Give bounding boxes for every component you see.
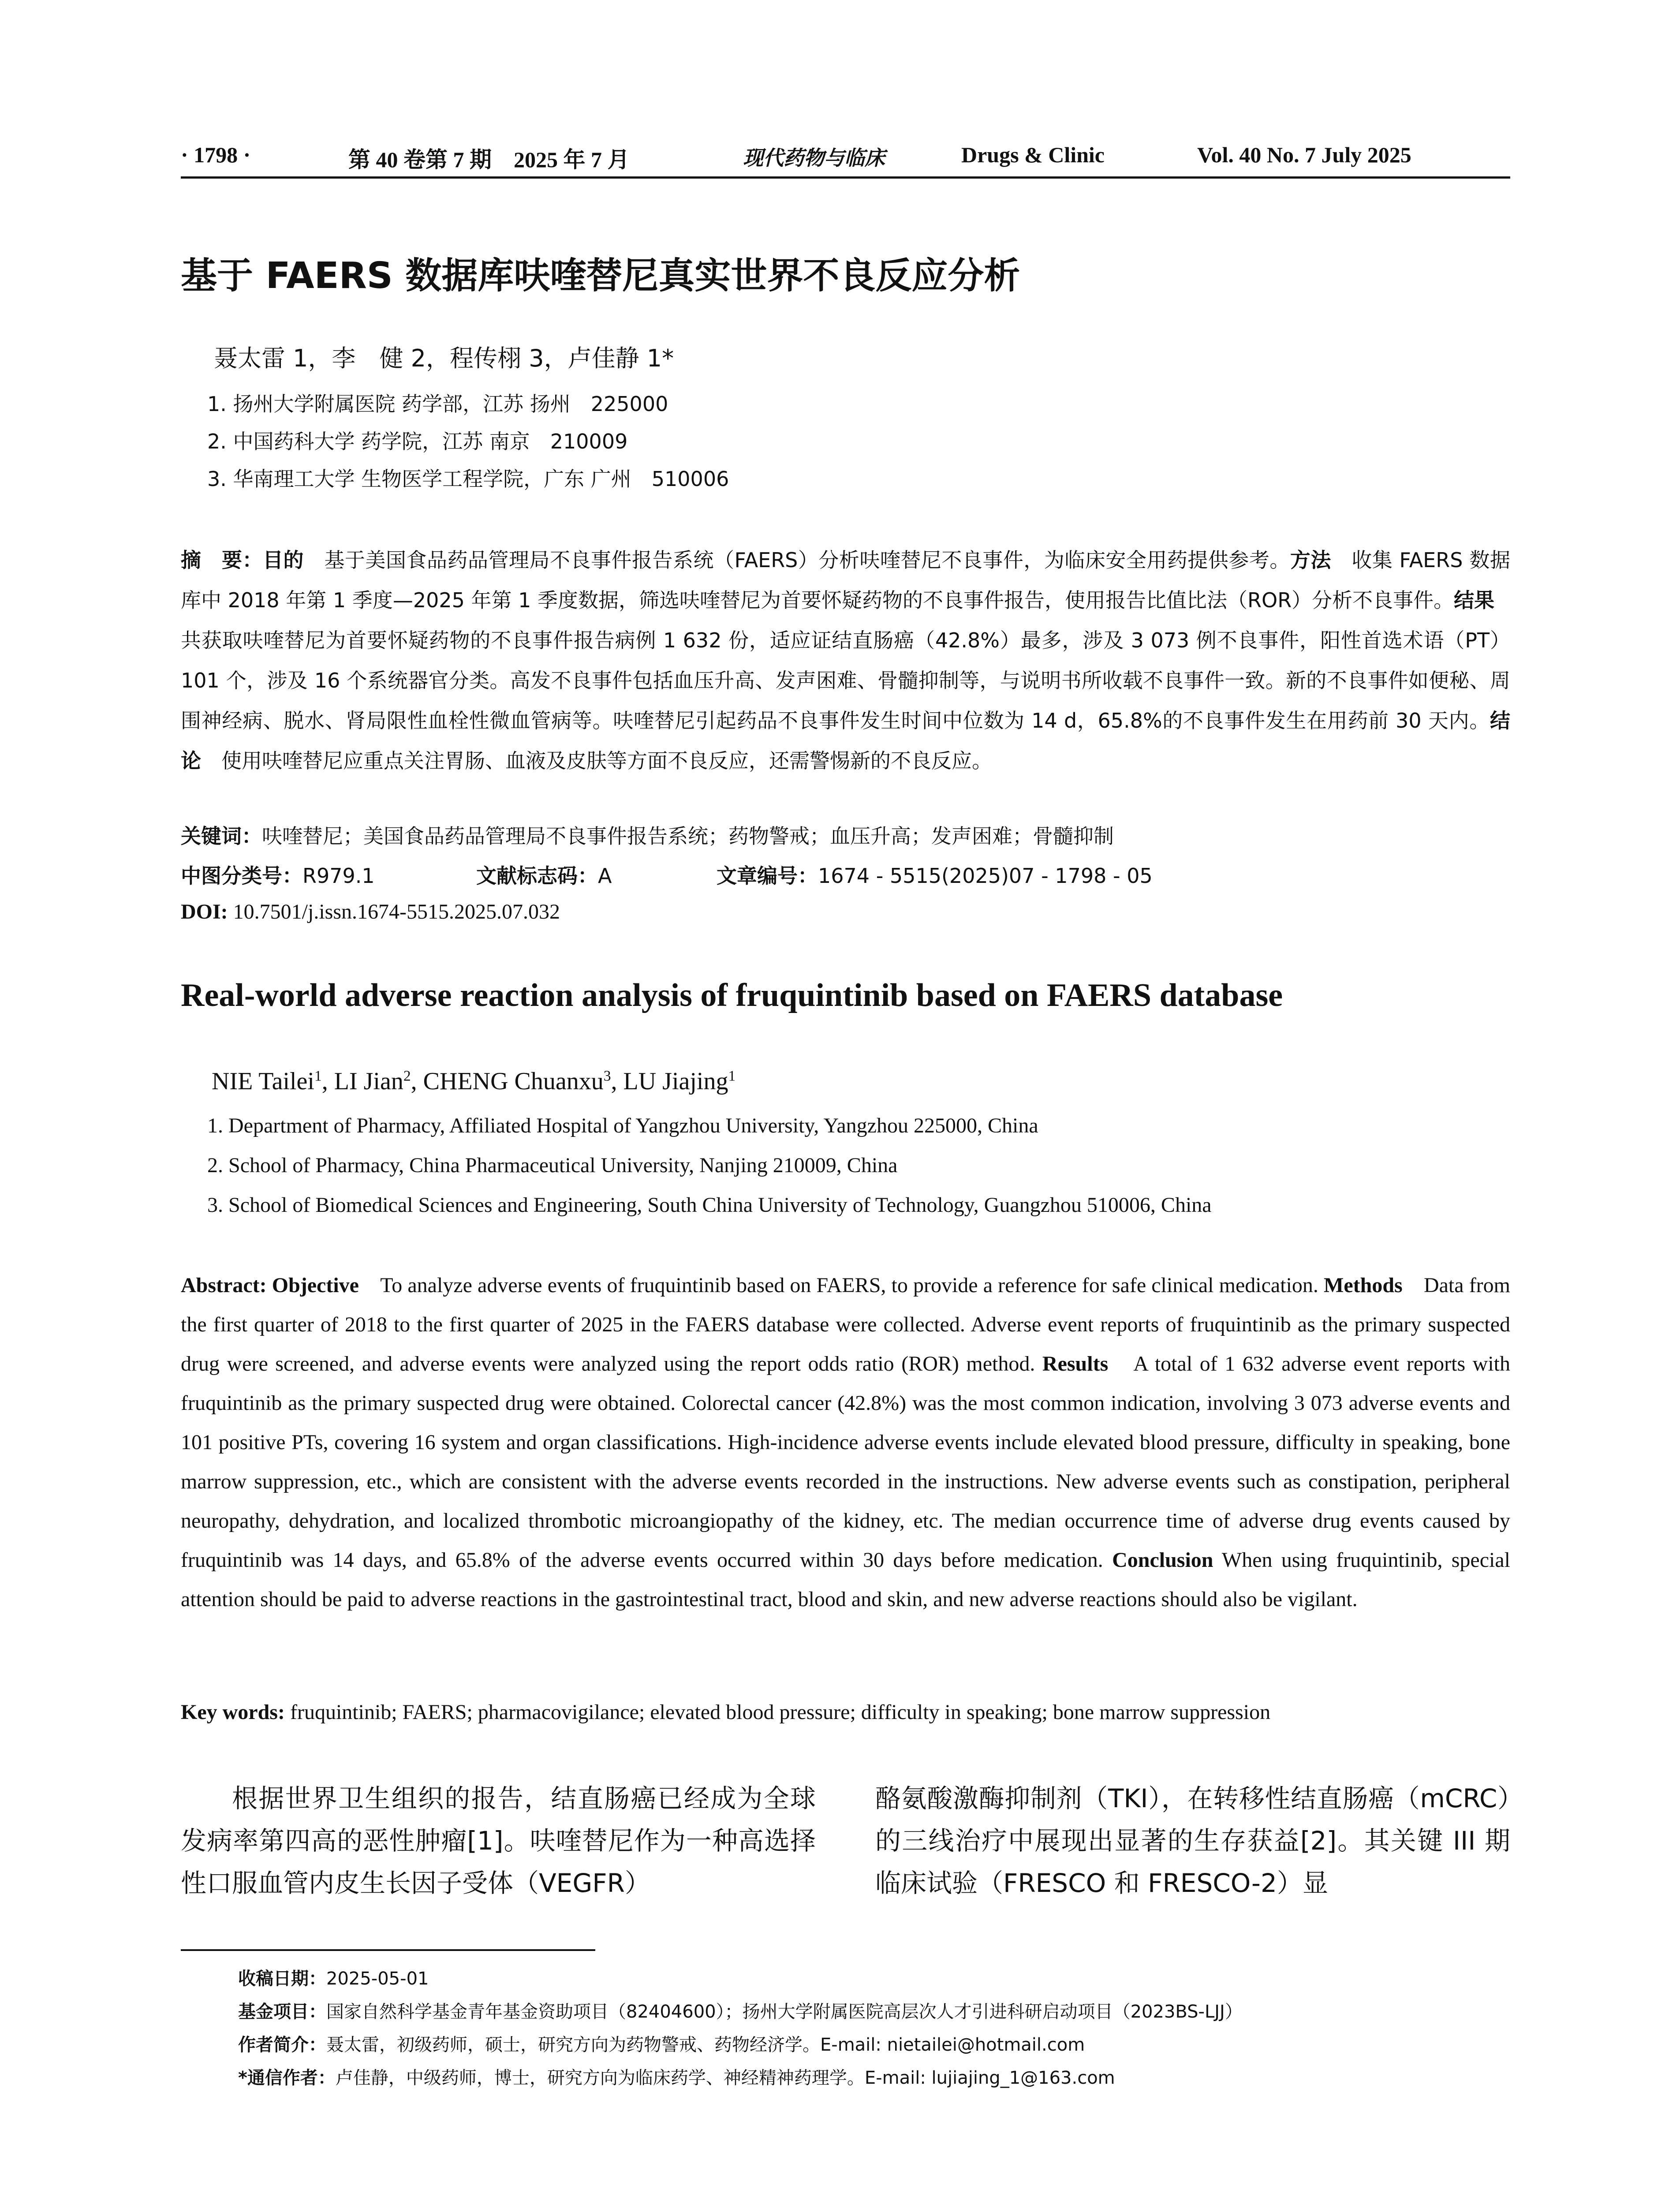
corr-label: *通信作者： [238, 2068, 336, 2088]
cn-methods-label: 方法 [1290, 548, 1331, 572]
en-abstract-label: Abstract: Objective [181, 1274, 359, 1297]
cn-authors: 聂太雷 1，李 健 2，程传栩 3，卢佳静 1* [214, 344, 674, 372]
en-objective: To analyze adverse events of fruquintinib based on FAERS, to provide a reference for safe clinical medication. [358, 1274, 1324, 1297]
en-conclusion: When using fruquintinib, special attention should be paid to adverse reactions in the gastrointestinal tract, blood and skin, and new adverse reactions should also be vigilant. [181, 1548, 1510, 1611]
cn-objective-label: 目的 [263, 548, 304, 572]
clc-value: R979.1 [302, 864, 375, 888]
en-conclusion-label: Conclusion [1112, 1548, 1213, 1572]
cn-keywords-text: 呋喹替尼；美国食品药品管理局不良事件报告系统；药物警戒；血压升高；发声困难；骨髓抑制 [262, 824, 1114, 848]
en-keywords-label: Key words: [181, 1700, 285, 1724]
volume-info: Vol. 40 No. 7 July 2025 [1197, 142, 1411, 167]
footnote-rule [181, 1949, 595, 1951]
journal-name-en: Drugs & Clinic [961, 142, 1105, 167]
doi-line [181, 900, 560, 924]
journal-name-cn: 现代药物与临床 [743, 146, 885, 170]
page-number: · 1798 · [181, 142, 251, 167]
footnote-corresponding [238, 2064, 1115, 2089]
en-affiliation-3: 3. School of Biomedical Sciences and Engineering, South China University of Technology, Guangzhou 510006, China [207, 1193, 1212, 1217]
cn-results: 共获取呋喹替尼为首要怀疑药物的不良事件报告病例 1 632 份，适应证结直肠癌（42.8%）最多，涉及 3 073 例不良事件，阳性首选术语（PT）101 个，涉及 16 个系统器官分类。高发不良事件包括血压升高、发声困难、骨髓抑制等，与说明书所收载不良事件一致。新的不良事件如便秘、周围神经病、脱水、肾局限性血栓性微血管病等。呋喹替尼引起药品不良事件发生时间中位数为 14 d，65.8%的不良事件发生在用药前 30 天内。 [181, 588, 1515, 733]
cn-classification [181, 860, 1153, 889]
doc-code-value: A [598, 864, 612, 888]
en-title: Real-world adverse reaction analysis of fruquintinib based on FAERS database [181, 977, 1283, 1013]
cn-keywords [181, 820, 1114, 849]
en-abstract [181, 1266, 1510, 1619]
doi-value: 10.7501/j.issn.1674-5515.2025.07.032 [228, 900, 560, 923]
en-keywords-text: fruquintinib; FAERS; pharmacovigilance; elevated blood pressure; difficulty in speaking; bone marrow suppression [284, 1700, 1271, 1724]
en-results: A total of 1 632 adverse event reports with fruquintinib as the primary suspected drug were obtained. Colorectal cancer (42.8%) was the most common indication, involving 3 073 adverse events and 101 positive PTs, covering 16 system and organ classifications. High-incidence adverse events include elevated blood pressure, difficulty in speaking, bone marrow suppression, etc., which are consistent with the adverse events recorded in the instructions. New adverse events such as constipation, peripheral neuropathy, dehydration, and localized thrombotic microangiopathy of the kidney, etc. The median occurrence time of adverse drug events caused by fruquintinib was 14 days, and 65.8% of the adverse events occurred within 30 days before medication. [181, 1352, 1510, 1572]
article-no-label: 文章编号： [717, 864, 818, 888]
received-date: 2025-05-01 [326, 1969, 429, 1989]
cn-affiliation-1: 1. 扬州大学附属医院 药学部，江苏 扬州 225000 [207, 392, 668, 416]
cn-affiliation-3: 3. 华南理工大学 生物医学工程学院，广东 广州 510006 [207, 467, 729, 491]
corr-text: 卢佳静，中级药师，博士，研究方向为临床药学、神经精神药理学。E-mail: lujiajing_1@163.com [335, 2068, 1115, 2088]
en-authors: NIE Tailei$^1$, LI Jian$^2$, CHENG Chuanxu$^3$, LU Jiajing$^1$ [212, 1068, 736, 1095]
cn-results-label: 结果 [1454, 588, 1495, 612]
doi-label: DOI: [181, 900, 228, 923]
header-rule [181, 176, 1510, 179]
article-no-value: 1674 - 5515(2025)07 - 1798 - 05 [818, 864, 1153, 888]
running-header [181, 142, 1510, 177]
received-label: 收稿日期： [238, 1969, 326, 1989]
fund-label: 基金项目： [238, 2002, 326, 2022]
en-affiliation-2: 2. School of Pharmacy, China Pharmaceutical University, Nanjing 210009, China [207, 1154, 898, 1177]
en-affiliation-1: 1. Department of Pharmacy, Affiliated Hospital of Yangzhou University, Yangzhou 225000, China [207, 1114, 1038, 1137]
en-methods-label: Methods [1324, 1274, 1403, 1297]
body-column-right: 酪氨酸激酶抑制剂（TKI），在转移性结直肠癌（mCRC）的三线治疗中展现出显著的生存获益[2]。其关键 III 期临床试验（FRESCO 和 FRESCO-2）显 [875, 1783, 1510, 1898]
cn-objective: 基于美国食品药品管理局不良事件报告系统（FAERS）分析呋喹替尼不良事件，为临床安全用药提供参考。 [304, 548, 1290, 572]
en-methods: Data from the first quarter of 2018 to the first quarter of 2025 in the FAERS database were collected. Adverse event reports of fruquintinib as the primary suspected drug were screened, and adverse events were analyzed using the report odds ratio (ROR) method. [181, 1274, 1510, 1375]
cn-abstract [181, 540, 1515, 781]
cn-keywords-label: 关键词： [181, 824, 262, 848]
cn-conclusion: 使用呋喹替尼应重点关注胃肠、血液及皮肤等方面不良反应，还需警惕新的不良反应。 [201, 749, 992, 773]
body-column-left: 根据世界卫生组织的报告，结直肠癌已经成为全球发病率第四高的恶性肿瘤[1]。呋喹替尼作为一种高选择性口服血管内皮生长因子受体（VEGFR） [181, 1783, 816, 1898]
footnote-fund [238, 1998, 1243, 2023]
issue-info: 第 40 卷第 7 期 2025 年 7 月 [348, 147, 630, 172]
fund-text: 国家自然科学基金青年基金资助项目（82404600）；扬州大学附属医院高层次人才引进科研启动项目（2023BS-LJJ） [326, 2002, 1243, 2022]
author-label: 作者简介： [238, 2035, 326, 2055]
en-results-label: Results [1042, 1352, 1109, 1375]
cn-abstract-label: 摘 要： [181, 548, 263, 572]
en-keywords [181, 1700, 1270, 1724]
cn-affiliation-2: 2. 中国药科大学 药学院，江苏 南京 210009 [207, 430, 628, 453]
footnote-author [238, 2031, 1085, 2056]
doc-code-label: 文献标志码： [476, 864, 598, 888]
cn-title: 基于 FAERS 数据库呋喹替尼真实世界不良反应分析 [181, 255, 1020, 297]
author-text: 聂太雷，初级药师，硕士，研究方向为药物警戒、药物经济学。E-mail: nietailei@hotmail.com [326, 2035, 1085, 2055]
cn-conclusion-label: 结论 [181, 709, 1510, 773]
clc-label: 中图分类号： [181, 864, 302, 888]
cn-methods: 收集 FAERS 数据库中 2018 年第 1 季度—2025 年第 1 季度数据，筛选呋喹替尼为首要怀疑药物的不良事件报告，使用报告比值比法（ROR）分析不良事件。 [181, 548, 1511, 612]
footnote-received [238, 1965, 429, 1990]
